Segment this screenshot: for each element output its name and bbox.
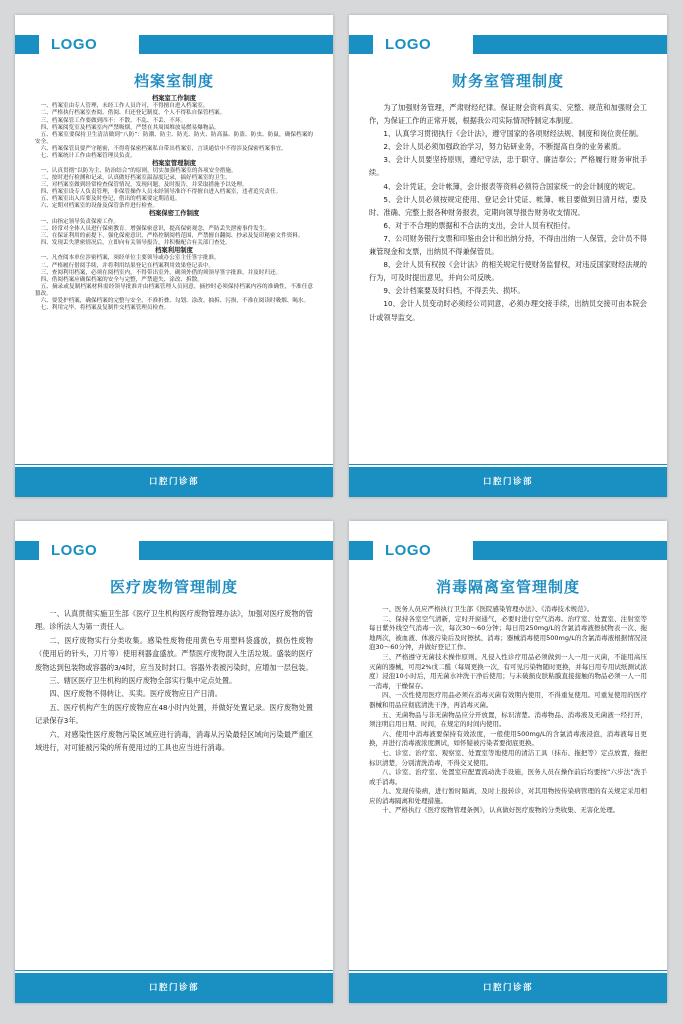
rule-item: 三、对档案室做到经常检查保管情况，发现问题，及时报告，并采取措施予以处理。 (40, 182, 248, 189)
rule-item: 二、严格履行借阅手续，并将利用结果登记在档案利用效果登记表中。 (40, 262, 215, 269)
rule-item: 三、在保证利用的前提下，强化保密意识，严格控制阅档范围，严禁擅自翻阅、抄录及复印秘密文件资料。 (40, 232, 304, 239)
rule-item: 三、档案保管工作要做到四不：不散、不乱、不丢、不坏。 (40, 117, 187, 124)
rule-paragraph: 5、会计人员必须按规定使用、登记会计凭证、帐簿、帐目要做到日清月结，要及时、准确、完整上报各种财务报表，定期向领导报告财务收支情况。 (369, 194, 647, 217)
rule-item: 六、定期对档案室的设备及保管条件进行检查。 (40, 203, 159, 210)
footer-divider (349, 464, 667, 466)
board-content (35, 95, 313, 312)
rule-paragraph: 9、会计档案要及时归档，不得丢失、损坏。 (383, 286, 525, 296)
rule-paragraph: 二、医疗废物实行分类收集。感染性废物使用黄色专用塑料袋盛放，损伤性废物（使用后的针头，刀片等）使用利器盒盛放。严禁医疗废物混入生活垃圾。盛装的医疗废物达到包装物或容器的3/4时，应当及时封口。容器外表被污染时，应增加一层包装。 (35, 635, 313, 672)
logo: LOGO (373, 536, 473, 565)
footer-divider (15, 970, 333, 972)
logo: LOGO (39, 30, 139, 59)
rule-item: 五、档案室要保持卫生清洁做到“八防”：防潮、防尘、防光、防火、防高温、防盗、防虫、防鼠，确保档案的安全。 (35, 131, 313, 145)
rule-paragraph: 三、严格遵守无菌技术操作原则。凡侵入性诊疗用品必须做到一人一用一灭菌，不能用高压灭菌的器械，可用2%戊二醛（每周更换一次，有可见污染物随时更换，并每日用专用试纸测试浓度）浸泡10小时后，用无菌水冲洗干净后使用；与未破损皮肤粘膜直接接触的物品必须一人一用一消毒，干燥保存。 (369, 652, 647, 690)
rule-paragraph: 四、医疗废物不得转让、买卖。医疗废物应日产日清。 (49, 689, 222, 699)
board-content (369, 605, 647, 816)
rule-paragraph: 二、保持各室空气清新，定时开窗通气，必要时进行空气消毒。治疗室、处置室、注射室等每日紫外线空气消毒一次，每次30～60分钟；每日用250mg/L的含氯消毒液擦拭物表一次、拖地两次，被血液、体液污染后及时擦拭、消毒；器械消毒使用500mg/L的含氯消毒液根据情况浸泡30～60分钟，并做好登记工作。 (369, 614, 647, 652)
rule-item: 五、档案室出入库要及时登记，借出的档案要定期清退。 (40, 196, 181, 203)
board-title: 财务室管理制度 (451, 72, 564, 90)
rule-paragraph: 2、会计人员必须加强政治学习，努力钻研业务，不断提高自身的业务素质。 (383, 142, 626, 152)
rule-paragraph: 为了加强财务管理，严肃财经纪律。保证财会资料真实、完整、规范和加强财会工作，为保证工作的正常开展，根据我公司实际情况特制定本制度。 (369, 103, 647, 126)
logo: LOGO (39, 536, 139, 565)
rule-paragraph: 三、辖区医疗卫生机构的医疗废物全部实行集中定点处置。 (49, 676, 237, 686)
footer-clinic-name: 口腔门诊部 (15, 467, 333, 497)
rule-item: 三、查阅利用档案，必须在阅档室内，不得带出室外，确须外借的须领导签字批准，并及时归还。 (40, 269, 282, 276)
board-medical-waste-rules (15, 521, 333, 1003)
footer-clinic-name: 口腔门诊部 (349, 467, 667, 497)
rule-paragraph: 4、会计凭证，会计帐簿，会计报表等资料必须符合国家统一的会计制度的规定。 (383, 181, 640, 191)
rule-paragraph: 1、认真学习贯彻执行《会计法》，遵守国家的各项财经法规、制度和岗位责任制。 (383, 129, 644, 139)
section-heading: 档案室管理制度 (151, 159, 197, 167)
rule-item: 四、档案室设专人负责管理，非保管操作人员未经领导准许不得擅自进入档案室，违者追究责任。 (40, 189, 282, 196)
rule-paragraph: 五、医疗机构产生的医疗废物应在48小时内处置，并做好处置记录。医疗废物处置记录保存3年。 (35, 702, 313, 726)
rule-paragraph: 五、无菌物品与非无菌物品应分开放置，标识清楚。消毒物品、消毒液及无菌液一经打开，须注明启用日期、时间，在规定的时间内使用。 (369, 710, 647, 729)
footer-divider (15, 464, 333, 466)
rule-paragraph: 10、会计人员变动时必须经公司同意，必须办理交接手续，出纳员交接可由本院会计或领导监交。 (369, 299, 647, 322)
board-content (369, 101, 647, 324)
rule-item: 四、发现丢失泄密情况后，立即向有关领导报告，并积极配合有关部门查处。 (40, 240, 231, 247)
rule-item: 七、档案统计工作由档案管理员负责。 (40, 152, 136, 159)
section-heading: 档案保密工作制度 (148, 210, 200, 218)
board-title: 档案室制度 (133, 72, 214, 90)
section-heading: 档案室工作制度 (151, 95, 197, 102)
footer-divider (349, 970, 667, 972)
rule-item: 六、要爱护档案，确保档案的完整与安全，不准折叠、勾划、涂改、抽拆、污损，不准在阅读时吸烟、喝水。 (40, 297, 310, 304)
board-title: 消毒隔离室管理制度 (435, 578, 580, 596)
board-content (35, 607, 313, 754)
rule-item: 二、按时进行检测和记录，认真做好档案室温湿度记录，搞好档案室的卫生。 (40, 175, 231, 182)
rule-item: 七、利用完毕，将档案及复制件交档案管理员检查。 (40, 304, 170, 311)
rule-paragraph: 九、发现传染病，进行暂时隔离，及时上报转诊，对其用物按传染病管理的有关规定采用相应的消毒隔离和处理措施。 (369, 787, 647, 805)
rule-item: 二、严格执行档案室查阅、借阅、归还登记制度，个人不得私自保管档案。 (40, 110, 226, 117)
rule-paragraph: 8、会计人员有权按《会计法》的相关规定行使财务监督权，对违反国家财经法规的行为，可及时提出意见，并向公司反映。 (369, 260, 647, 283)
section-heading: 档案利用制度 (155, 247, 193, 255)
footer-clinic-name: 口腔门诊部 (349, 973, 667, 1003)
rule-paragraph: 一、医务人员应严格执行卫生部《医院感染管理办法》、《消毒技术规范》。 (382, 605, 594, 613)
board-finance-rules (349, 15, 667, 497)
board-disinfection-rules (349, 521, 667, 1003)
rule-item: 二、经常对全体人员进行保密教育。增强保密意识，提高保密观念，严防丢失泄密事件发生。 (40, 225, 270, 232)
rule-paragraph: 四、一次性使用医疗用品必须在消毒灭菌有效期内使用，不得重复使用。可重复使用的医疗器械和用品应彻底清洗干净，再消毒灭菌。 (369, 691, 647, 709)
rule-paragraph: 3、会计人员要坚持原则，遵纪守法，忠于职守、廉洁奉公；严格履行财务审批手续。 (369, 155, 647, 178)
rule-paragraph: 六、对感染性医疗废物污染区域应进行消毒，消毒从污染最轻区域向污染最严重区域进行，对可能被污染的所有使用过的工具也应当进行消毒。 (35, 729, 313, 753)
rule-item: 一、凡查阅本单位涉密档案，须经单位主要领导或办公室主任签字批准。 (40, 255, 220, 262)
rule-paragraph: 7、公司财务银行支票和印鉴由会计和出纳分持，不得由出纳一人保管，会计员不得兼管现金和支票，出纳员不得兼保管员。 (369, 233, 647, 257)
rule-paragraph: 一、认真贯彻实施卫生部《医疗卫生机构医疗废物管理办法》，加强对医疗废物的管理。诊所法人为第一责任人。 (35, 609, 313, 632)
rule-item: 四、档案阅览室及档案室内严禁吸烟，严禁在其周围堆放易燃易爆物品。 (40, 124, 220, 131)
rule-item: 四、借阅档案应确保档案的安全与完整，严禁遗失、涂改、拆散。 (40, 276, 203, 283)
rule-item: 五、摘录或复制档案材料需经领导批准并由档案管理人员同意，摘抄时必须保持档案内容的准确性，不准任意篡改。 (35, 283, 313, 297)
rule-paragraph: 十、严格执行《医疗废物管理条例》，认真做好医疗废物的分类收集、无害化处理。 (382, 806, 620, 815)
rule-paragraph: 6、对于不合理的票据和不合法的支出，会计人员有权拒付。 (383, 220, 575, 230)
rule-paragraph: 七、诊室、治疗室、观察室、处置室等地使用的清洁工具（抹布、拖把等）定点放置，拖把标识清楚，分别清洗消毒，不得交叉使用。 (369, 748, 647, 767)
board-title: 医疗废物管理制度 (109, 578, 238, 596)
rule-paragraph: 八、诊室、治疗室、处置室应配置流动洗手设施，医务人员在操作前后均要按“六步法”洗手或手消毒。 (369, 768, 647, 786)
rule-item: 一、由指定领导负责保密工作。 (40, 218, 119, 225)
rule-item: 一、认真贯彻“以防为主、防治结合”的原则，切实加强档案室的各项安全措施。 (40, 168, 237, 175)
rule-paragraph: 六、使用中消毒液要保持有效浓度，一般使用500mg/L的含氯消毒液浸泡，消毒液每日更换，并进行消毒液浓度测试，如怀疑被污染者要彻底更换。 (369, 729, 647, 748)
rule-item: 六、档案保管员要严守秘密，不得将保密档案私自带出档案室，言谈通信中不得涉及保密档案事宜。 (40, 145, 287, 152)
rule-item: 一、档案室由专人管理，未经工作人员许可，不得擅自进入档案室。 (40, 103, 209, 110)
logo: LOGO (373, 30, 473, 59)
board-archive-rules (15, 15, 333, 497)
footer-clinic-name: 口腔门诊部 (15, 973, 333, 1003)
